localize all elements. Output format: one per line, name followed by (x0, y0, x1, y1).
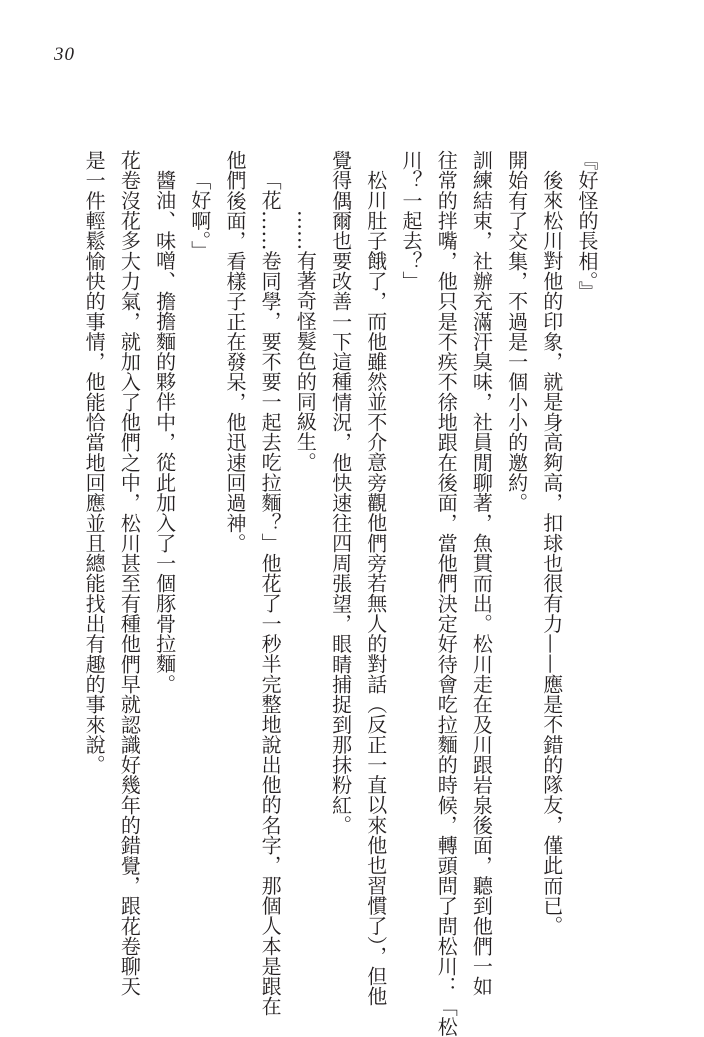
text-column: 覺得偶爾也要改善一下這種情況，他快速往四周張望，眼睛捕捉到那抹粉紅。 (328, 150, 353, 836)
text-column: 他們後面，看樣子正在發呆，他迅速回過神。 (222, 150, 247, 553)
text-column: 「花……卷同學，要不要一起去吃拉麵？」他花了一秒半完整地說出他的名字，那個人本是跟在 (258, 170, 283, 1017)
text-column: 『好怪的長相。』 (575, 150, 599, 302)
text-column: ……有著奇怪髮色的同級生。 (293, 210, 318, 472)
text-column: 開始有了交集，不過是一個小小的邀約。 (504, 150, 529, 513)
text-column: 川？一起去？」 (398, 150, 423, 292)
text-column: 花卷沒花多大力氣，就加入了他們之中，松川甚至有種他們早就認識好幾年的錯覺，跟花卷聊天 (117, 150, 142, 997)
text-column: 是一件輕鬆愉快的事情，他能恰當地回應並且總能找出有趣的事來說。 (82, 150, 107, 775)
vertical-text-body (76, 150, 604, 1037)
text-column: 醬油、味噌、擔擔麵的夥伴中，從此加入了一個豚骨拉麵。 (152, 170, 177, 694)
text-column: 後來松川對他的印象，就是身高夠高，扣球也很有力——應是不錯的隊友，僅此而已。 (539, 170, 564, 936)
text-column: 訓練結束，社辦充滿汗臭味，社員閒聊著，魚貫而出。松川走在及川跟岩泉後面，聽到他們一如 (469, 150, 494, 997)
page-number: 30 (54, 44, 75, 65)
text-column: 「好啊。」 (187, 170, 212, 261)
text-column: 松川肚子餓了，而他雖然並不介意旁觀他們旁若無人的對話（反正一直以來他也習慣了），但他 (363, 170, 388, 1007)
text-column: 往常的拌嘴，他只是不疾不徐地跟在後面，當他們決定好待會吃拉麵的時候，轉頭問了問松川：「松 (434, 150, 459, 1037)
